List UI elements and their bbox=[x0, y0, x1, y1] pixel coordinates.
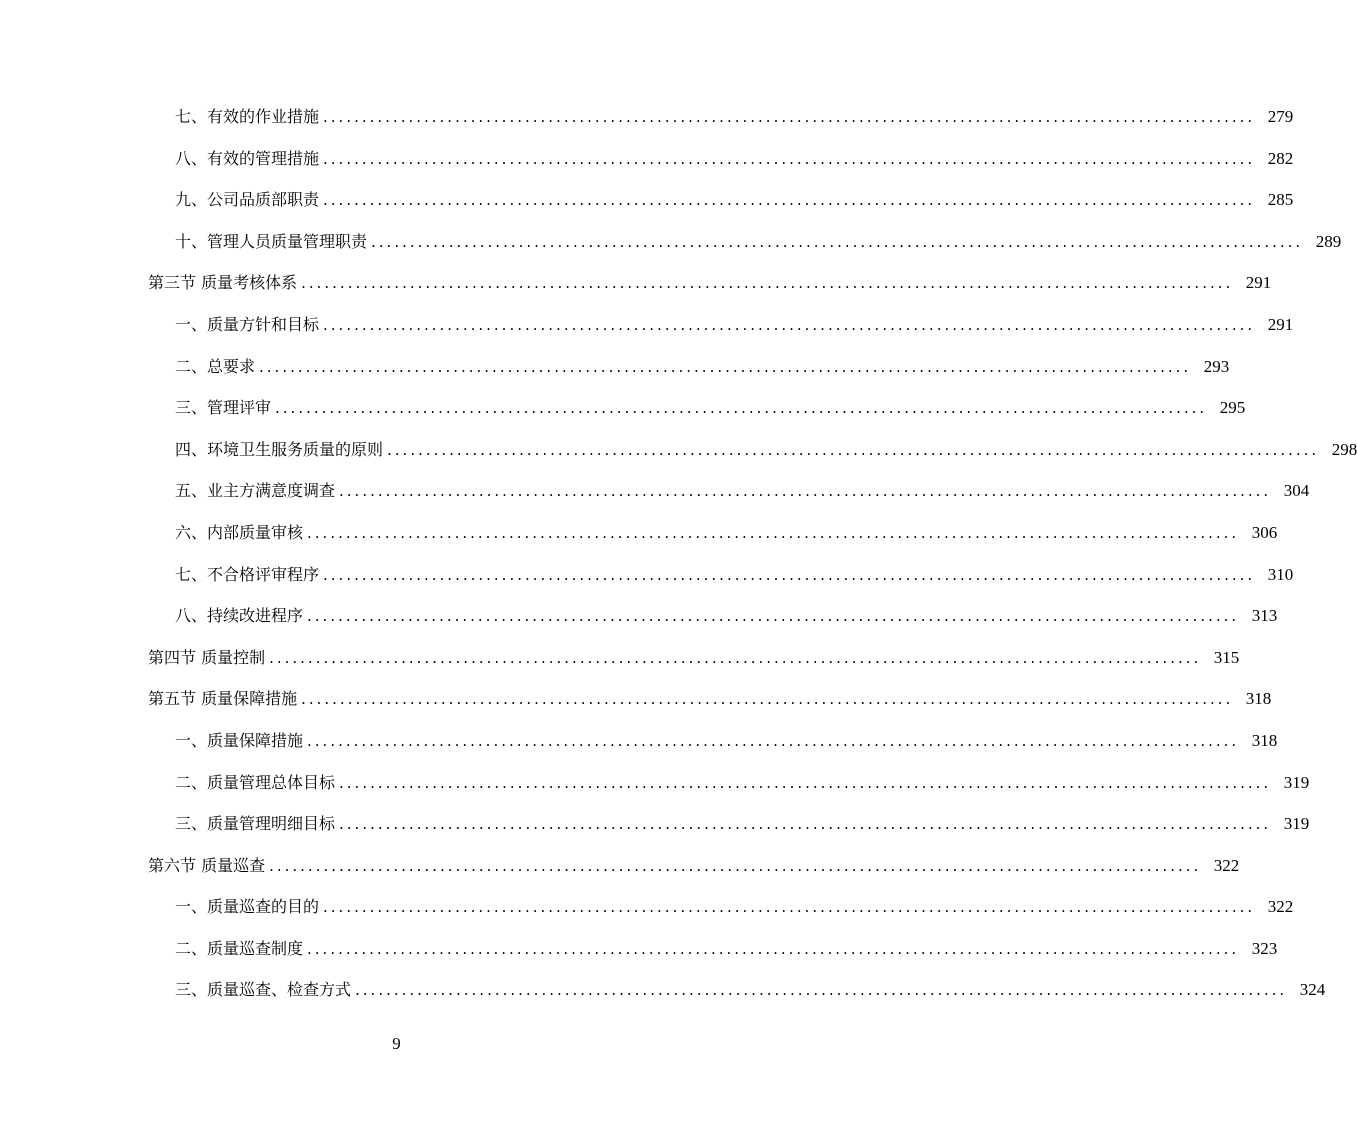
toc-entry[interactable] bbox=[0, 720, 1278, 762]
dot-leader: ........................................................................................................................ bbox=[307, 939, 1240, 958]
dot-leader: ........................................................................................................................ bbox=[323, 149, 1256, 168]
toc-entry-page: 298 bbox=[1331, 439, 1357, 459]
toc-section-label: 第三节 质量考核体系 bbox=[148, 273, 298, 293]
dot-leader: ........................................................................................................................ bbox=[339, 482, 1272, 501]
toc-entry[interactable] bbox=[0, 969, 1326, 1011]
dot-leader: ........................................................................................................................ bbox=[307, 731, 1240, 750]
toc-entry[interactable] bbox=[0, 512, 1278, 554]
toc-entry[interactable] bbox=[0, 179, 1294, 221]
toc-entry-page: 279 bbox=[1267, 107, 1294, 126]
toc-entry-line bbox=[175, 179, 1294, 222]
toc-entry-page: 318 bbox=[1245, 689, 1272, 709]
toc-entry-page: 285 bbox=[1267, 190, 1294, 210]
toc-entry-line bbox=[175, 429, 1357, 472]
dot-leader: ........................................................................................................................ bbox=[387, 440, 1320, 459]
dot-leader: ........................................................................................................................ bbox=[269, 856, 1202, 875]
toc-entry-line bbox=[175, 346, 1230, 389]
toc-entry-page: 282 bbox=[1267, 148, 1294, 168]
toc-entry-line bbox=[175, 304, 1294, 347]
toc-entry-page: 289 bbox=[1315, 231, 1342, 251]
toc-entry-page: 315 bbox=[1213, 647, 1240, 667]
toc-section-entry[interactable] bbox=[0, 262, 1272, 304]
toc-entry-line bbox=[175, 470, 1310, 513]
toc-entry[interactable] bbox=[0, 221, 1342, 263]
toc-entry-page: 304 bbox=[1283, 481, 1310, 501]
toc-entry-line bbox=[148, 678, 1272, 721]
toc-entry-label: 二、质量巡查制度 bbox=[175, 938, 304, 958]
dot-leader: ........................................................................................................................ bbox=[275, 399, 1208, 418]
toc-section-entry[interactable] bbox=[0, 678, 1272, 720]
toc-section-label: 第六节 质量巡查 bbox=[148, 855, 266, 875]
toc-entry[interactable] bbox=[0, 803, 1310, 845]
dot-leader: ........................................................................................................................ bbox=[323, 565, 1256, 584]
toc-entry-line bbox=[175, 595, 1278, 638]
toc-entry-label: 三、管理评审 bbox=[175, 398, 272, 418]
toc-entry[interactable] bbox=[0, 387, 1246, 429]
toc-entry[interactable] bbox=[0, 886, 1294, 928]
toc-entry-label: 四、环境卫生服务质量的原则 bbox=[175, 439, 384, 459]
toc-section-entry[interactable] bbox=[0, 637, 1240, 679]
toc-entry-line bbox=[175, 803, 1310, 846]
dot-leader: ........................................................................................................................ bbox=[301, 690, 1234, 709]
toc-entry-page: 322 bbox=[1267, 897, 1294, 917]
toc-entry[interactable] bbox=[0, 762, 1310, 804]
toc-entry-label: 三、质量管理明细目标 bbox=[175, 814, 336, 834]
toc-entry-line bbox=[175, 96, 1294, 139]
toc-entry-page: 306 bbox=[1251, 522, 1278, 542]
table-of-contents bbox=[0, 96, 1357, 1011]
toc-entry-line bbox=[175, 762, 1310, 805]
toc-entry-line bbox=[175, 221, 1342, 264]
toc-entry-label: 八、持续改进程序 bbox=[175, 606, 304, 626]
toc-entry-line bbox=[175, 554, 1294, 597]
toc-entry-line bbox=[175, 512, 1278, 555]
toc-entry-line bbox=[148, 845, 1240, 888]
toc-entry-page: 324 bbox=[1299, 980, 1326, 1000]
toc-entry-page: 318 bbox=[1251, 730, 1278, 750]
dot-leader: ........................................................................................................................ bbox=[323, 191, 1256, 210]
toc-entry[interactable] bbox=[0, 346, 1230, 388]
toc-entry-label: 七、不合格评审程序 bbox=[175, 564, 320, 584]
toc-entry-label: 十、管理人员质量管理职责 bbox=[175, 231, 368, 251]
toc-entry-line bbox=[175, 969, 1326, 1012]
toc-entry[interactable] bbox=[0, 138, 1294, 180]
toc-entry-label: 八、有效的管理措施 bbox=[175, 148, 320, 168]
dot-leader: ........................................................................................................................ bbox=[323, 898, 1256, 917]
toc-entry[interactable] bbox=[0, 304, 1294, 346]
toc-entry-page: 323 bbox=[1251, 938, 1278, 958]
dot-leader: ........................................................................................................................ bbox=[269, 648, 1202, 667]
toc-entry[interactable] bbox=[0, 928, 1278, 970]
toc-entry[interactable] bbox=[0, 429, 1357, 471]
toc-entry-label: 二、质量管理总体目标 bbox=[175, 772, 336, 792]
toc-entry-line bbox=[175, 387, 1246, 430]
toc-section-label: 第四节 质量控制 bbox=[148, 647, 266, 667]
toc-entry-page: 295 bbox=[1219, 398, 1246, 418]
dot-leader: ........................................................................................................................ bbox=[355, 981, 1288, 1000]
toc-entry-label: 九、公司品质部职责 bbox=[175, 190, 320, 210]
dot-leader: ........................................................................................................................ bbox=[307, 523, 1240, 542]
toc-entry-line bbox=[175, 138, 1294, 181]
toc-entry-line bbox=[175, 886, 1294, 929]
toc-entry-label: 二、总要求 bbox=[175, 356, 256, 376]
toc-section-label: 第五节 质量保障措施 bbox=[148, 689, 298, 709]
dot-leader: ........................................................................................................................ bbox=[259, 357, 1192, 376]
dot-leader: ........................................................................................................................ bbox=[323, 108, 1256, 126]
toc-entry-label: 六、内部质量审核 bbox=[175, 522, 304, 542]
toc-entry-line bbox=[175, 720, 1278, 763]
toc-entry-line bbox=[148, 262, 1272, 305]
toc-entry-page: 319 bbox=[1283, 814, 1310, 834]
toc-entry-page: 291 bbox=[1245, 273, 1272, 293]
toc-entry-label: 三、质量巡查、检查方式 bbox=[175, 980, 352, 1000]
toc-entry[interactable] bbox=[0, 96, 1294, 138]
toc-entry-label: 五、业主方满意度调查 bbox=[175, 481, 336, 501]
toc-entry-line bbox=[175, 928, 1278, 971]
toc-entry-page: 291 bbox=[1267, 314, 1294, 334]
toc-entry-label: 一、质量保障措施 bbox=[175, 730, 304, 750]
page-number: 9 bbox=[392, 1034, 401, 1053]
toc-entry-page: 293 bbox=[1203, 356, 1230, 376]
toc-entry-label: 一、质量巡查的目的 bbox=[175, 897, 320, 917]
toc-entry[interactable] bbox=[0, 470, 1310, 512]
dot-leader: ........................................................................................................................ bbox=[323, 315, 1256, 334]
toc-section-entry[interactable] bbox=[0, 845, 1240, 887]
toc-entry-page: 319 bbox=[1283, 772, 1310, 792]
dot-leader: ........................................................................................................................ bbox=[371, 232, 1304, 251]
toc-entry-page: 322 bbox=[1213, 855, 1240, 875]
toc-entry-label: 七、有效的作业措施 bbox=[175, 107, 320, 126]
dot-leader: ........................................................................................................................ bbox=[339, 773, 1272, 792]
dot-leader: ........................................................................................................................ bbox=[301, 274, 1234, 293]
toc-entry-page: 313 bbox=[1251, 606, 1278, 626]
dot-leader: ........................................................................................................................ bbox=[339, 815, 1272, 834]
dot-leader: ........................................................................................................................ bbox=[307, 607, 1240, 626]
toc-entry-label: 一、质量方针和目标 bbox=[175, 314, 320, 334]
toc-entry[interactable] bbox=[0, 554, 1294, 596]
toc-entry-page: 310 bbox=[1267, 564, 1294, 584]
toc-entry[interactable] bbox=[0, 595, 1278, 637]
toc-entry-line bbox=[148, 637, 1240, 680]
